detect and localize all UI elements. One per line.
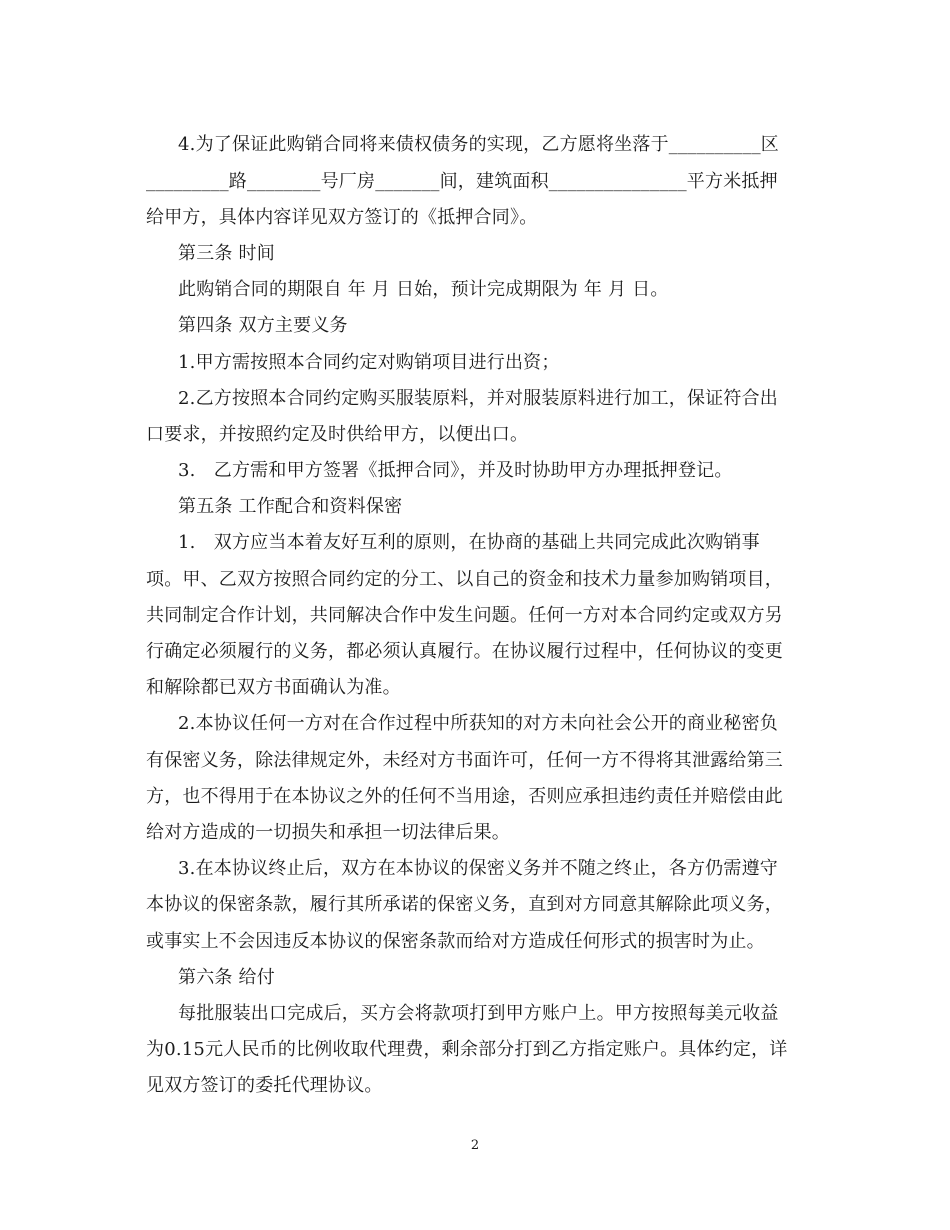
section-6-text-line-1: 每批服装出口完成后，买方会将款项打到甲方账户上。甲方按照每美元收益: [178, 1003, 779, 1024]
section-5-item-1-line-4: 行确定必须履行的义务，都必须认真履行。在协议履行过程中，任何协议的变更: [146, 641, 783, 662]
section-5-item-1-line-5: 和解除都已双方书面确认为准。: [146, 677, 401, 698]
section-6-heading: 第六条 给付: [178, 967, 275, 988]
clause-4-line-3: 给甲方，具体内容详见双方签订的《抵押合同》。: [146, 207, 538, 228]
section-4-item-2-line-1: 2.乙方按照本合同约定购买服装原料，并对服装原料进行加工，保证符合出: [178, 388, 778, 409]
section-5-item-1-line-2: 项。甲、乙双方按照合同约定的分工、以自己的资金和技术力量参加购销项目，: [146, 569, 783, 590]
section-4-item-1: 1.甲方需按照本合同约定对购销项目进行出资；: [178, 352, 560, 373]
section-4-heading: 第四条 双方主要义务: [178, 315, 348, 336]
section-6-text-line-3: 见双方签订的委托代理协议。: [146, 1075, 383, 1096]
section-5-item-2-line-3: 方，也不得用于在本协议之外的任何不当用途，否则应承担违约责任并赔偿由此: [146, 786, 783, 807]
section-5-heading: 第五条 工作配合和资料保密: [178, 496, 403, 517]
section-5-item-1-line-1: 1. 双方应当本着友好互利的原则，在协商的基础上共同完成此次购销事: [178, 532, 760, 553]
section-5-item-3-line-2: 本协议的保密条款，履行其所承诺的保密义务，直到对方同意其解除此项义务，: [146, 894, 783, 915]
section-5-item-3-line-3: 或事实上不会因违反本协议的保密条款而给对方造成任何形式的损害时为止。: [146, 931, 765, 952]
section-3-text: 此购销合同的期限自 年 月 日始，预计完成期限为 年 月 日。: [178, 279, 669, 300]
section-6-text-line-2: 为0.15元人民币的比例收取代理费，剩余部分打到乙方指定账户。具体约定，详: [146, 1039, 788, 1060]
section-5-item-2-line-1: 2.本协议任何一方对在合作过程中所获知的对方未向社会公开的商业秘密负: [178, 713, 778, 734]
section-4-item-2-line-2: 口要求，并按照约定及时供给甲方，以便出口。: [146, 424, 529, 445]
page-number: 2: [470, 1138, 480, 1153]
section-5-item-1-line-3: 共同制定合作计划，共同解决合作中发生问题。任何一方对本合同约定或双方另: [146, 605, 783, 626]
clause-4-line-2: _________路________号厂房_______间，建筑面积_______________平方米抵押: [146, 171, 778, 192]
section-4-item-3: 3. 乙方需和甲方签署《抵押合同》，并及时协助甲方办理抵押登记。: [178, 460, 733, 481]
section-5-item-2-line-2: 有保密义务，除法律规定外，未经对方书面许可，任何一方不得将其泄露给第三: [146, 750, 783, 771]
section-3-heading: 第三条 时间: [178, 243, 275, 264]
clause-4-line-1: 4.为了保证此购销合同将来债权债务的实现，乙方愿将坐落于__________区: [178, 134, 779, 155]
section-5-item-3-line-1: 3.在本协议终止后，双方在本协议的保密义务并不随之终止，各方仍需遵守: [178, 858, 778, 879]
section-5-item-2-line-4: 给对方造成的一切损失和承担一切法律后果。: [146, 822, 510, 843]
